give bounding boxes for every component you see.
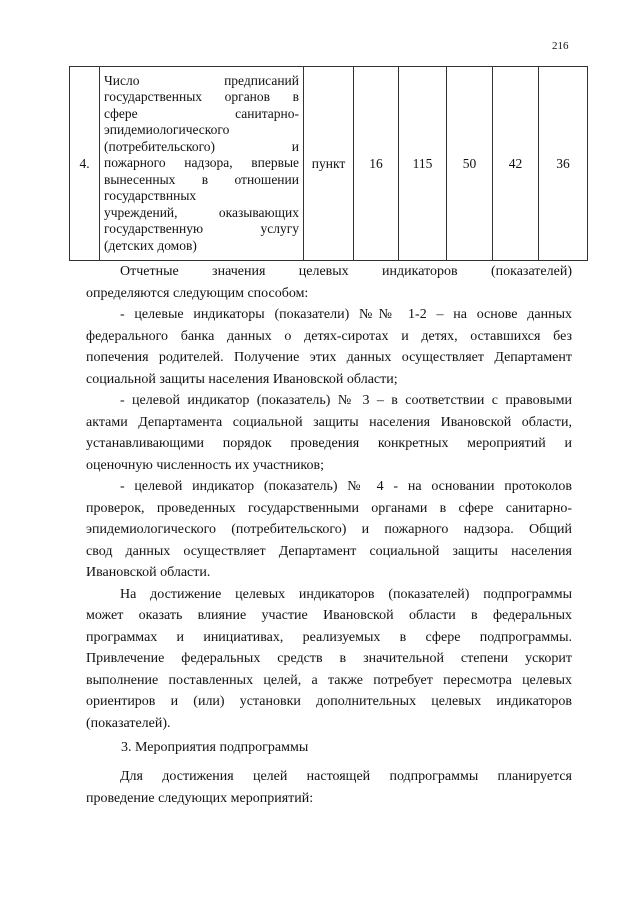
indicator-name-line: эпидемиологического [104,122,230,138]
value-cell: 115 [399,67,447,261]
section-heading: 3. Мероприятия подпрограммы [121,740,309,755]
text-line: выполнение поставленных целей, а также потребует пересмотра целевых [86,672,572,688]
indicator-name-line: Число предписаний [104,72,299,88]
row-index-cell: 4. [70,67,100,261]
text-line: проведение следующих мероприятий: [86,790,314,806]
text-line: - целевой индикатор (показатель) № 3 – в соответствии с правовыми [120,393,572,408]
text-line: может оказать влияние участие Ивановской области в федеральных [86,608,572,623]
text-line: Для достижения целей настоящей подпрограммы планируется [120,769,572,784]
text-line: социальной защиты населения Ивановской области; [86,371,398,387]
text-line: Привлечение федеральных средств в значительной степени ускорит [86,651,572,666]
value-cell: 50 [447,67,493,261]
text-line: оценочную численность их участников; [86,457,324,473]
table-row [70,67,588,261]
text-line: актами Департамента социальной защиты населения Ивановской области, [86,414,572,430]
indicators-table [69,66,588,261]
text-line: проверок, проведенных государственными органами в сфере санитарно- [86,500,572,516]
text-line: попечения родителей. Получение этих данных осуществляет Департамент [86,350,572,365]
indicator-name-line: (детских домов) [104,237,197,253]
indicator-name-line: вынесенных в отношении [104,171,299,187]
text-line: программах и инициативах, реализуемых в сфере подпрограммы. [86,629,572,645]
value-cell: 16 [354,67,399,261]
body-text [86,261,572,734]
indicator-name-line: государственных органов в [104,89,299,105]
indicator-name-line: пожарного надзора, впервые [104,155,299,171]
value-cell: 42 [493,67,539,261]
text-line: (показателей). [86,715,171,731]
indicator-name-line: сфере санитарно- [104,105,299,121]
text-line: определяются следующим способом: [86,285,309,301]
indicator-name-line: учреждений, оказывающих [104,204,299,220]
text-line: Ивановской области. [86,565,211,580]
text-line: эпидемиологического (потребительского) и пожарного надзора. Общий [86,522,572,537]
final-paragraph [86,766,572,809]
text-line: устанавливающими порядок проведения конкретных мероприятий и [86,436,572,451]
text-line: - целевой индикатор (показатель) № 4 - на основании протоколов [120,479,572,494]
value-cell: 36 [539,67,588,261]
unit-cell: пункт [304,67,354,261]
text-line: - целевые индикаторы (показатели) №№ 1-2 – на основе данных [120,307,572,322]
indicator-name-cell [100,67,304,261]
indicator-name-line: (потребительского) и [104,138,299,154]
page-number: 216 [552,40,569,52]
text-line: ориентиров и (или) установки дополнительных целевых индикаторов [86,694,572,709]
indicator-name-line: государственную услугу [104,221,299,237]
text-line: федерального банка данных о детях-сиротах и детях, оставшихся без [86,328,572,344]
text-line: На достижение целевых индикаторов (показателей) подпрограммы [120,586,572,602]
text-line: Отчетные значения целевых индикаторов (показателей) [120,264,572,279]
text-line: свод данных осуществляет Департамент социальной защиты населения [86,543,572,559]
indicator-name-line: государствнных [104,188,197,204]
